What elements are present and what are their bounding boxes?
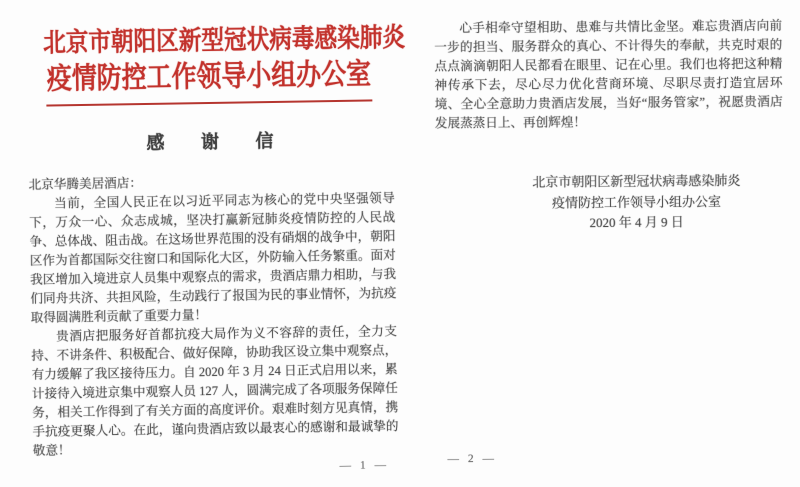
page-number-1: — 1 — (339, 459, 390, 472)
salutation: 北京华腾美居酒店： (28, 175, 143, 192)
letter-page-2 (428, 11, 788, 478)
letterhead-line-2: 疫情防控工作领导小组办公室 (46, 58, 372, 96)
signature-org-line-1: 北京市朝阳区新型冠状病毒感染肺炎 (532, 172, 741, 190)
signature-org-line-2: 疫情防控工作领导小组办公室 (551, 193, 722, 210)
paragraph-3: 心手相牵守望相助、患难与共情比金坚。难忘贵酒店向前一步的担当、服务群众的真心、不计得失的奉献，共克时艰的点点滴滴朝阳人民都看在眼里、记在心里。我们也将把这种精神传承下去，尽心尽力优化营商环境、尽职尽责打造宜居环境、全心全意助力贵酒店发展，当好“服务管家”，祝愿贵酒店发展蒸蒸日上、再创辉煌！ (434, 18, 783, 131)
letterhead-rule (46, 99, 372, 106)
paragraph-2: 贵酒店把服务好首都抗疫大局作为义不容辞的责任，全力支持、不讲条件、积极配合、做好保障，协助我区设立集中观察点，有力缓解了我区接待压力。自 2020 年 3 月 24 日正式启用以来，累计接待入境进京集中观察人员 127 人，圆满完成了各项服务保障任务，相关工作得到了有关方面的高度评价。艰难时刻方见真情，携手抗疫更聚人心。在此，谨向贵酒店致以最衷心的感谢和最诚挚的敬意！ (31, 323, 399, 458)
letterhead (18, 22, 406, 97)
paragraph-1: 当前，全国人民正在以习近平同志为核心的党中央坚强领导下，万众一心、众志成城，坚决打赢新冠肺炎疫情防控的人民战争、总体战、阻击战。在这场世界范围的没有硝烟的战争中，朝阳区作为首都国际交往窗口和国际化大区，外防输入任务繁重。面对我区增加入境进京人员集中观察点的需求，贵酒店鼎力相助，与我们同舟共济、共担风险，生动践行了报国为民的事业情怀，为抗疫取得圆满胜利贡献了重要力量！ (29, 190, 397, 325)
letter-page-1 (18, 13, 405, 481)
letter-body-page-1 (20, 170, 404, 461)
signature-block (429, 171, 785, 235)
letter-title: 感 谢 信 (146, 130, 290, 153)
letter-body-page-2 (428, 17, 785, 134)
signature-date: 2020 年 4 月 9 日 (589, 214, 684, 231)
letterhead-line-1: 北京市朝阳区新型冠状病毒感染肺炎 (42, 22, 406, 58)
page-number-2: — 2 — (447, 452, 498, 466)
